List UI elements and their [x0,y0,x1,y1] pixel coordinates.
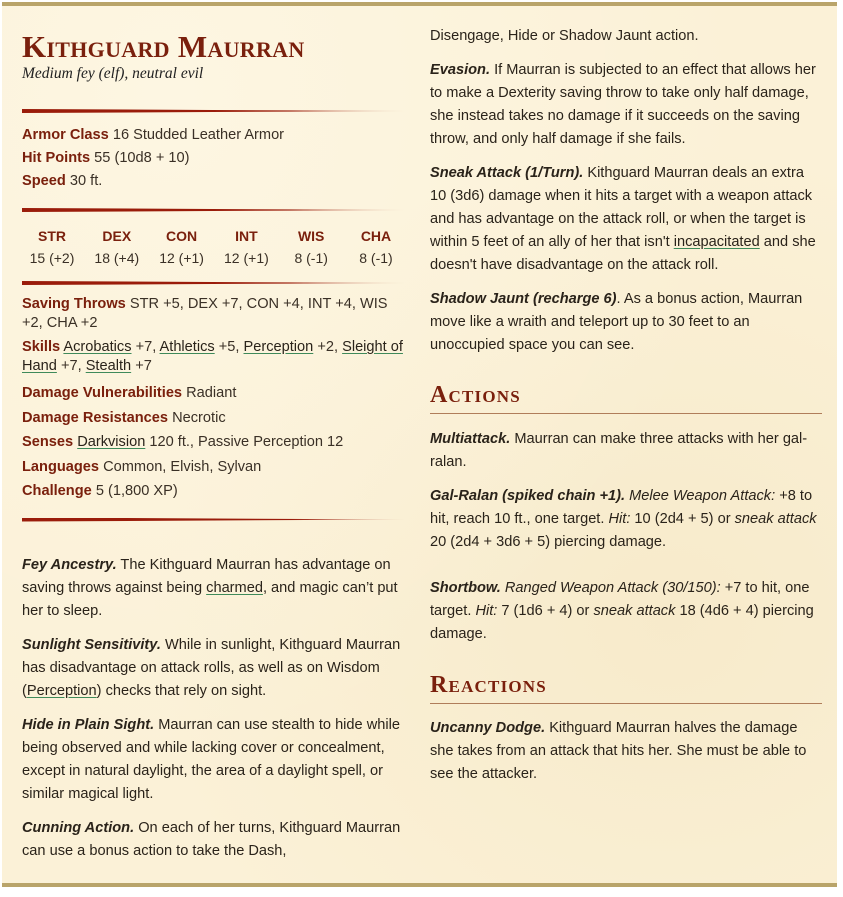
skill-athletics-link[interactable]: Athletics [159,339,215,355]
ability-name: CHA [360,228,392,244]
action-title: Gal-Ralan (spiked chain +1). [430,488,626,504]
languages-label: Languages [22,458,100,475]
trait-text: . As a bonus action, Maurran move like a wraith and teleport up to 30 feet to an unoccupied space you can see. [430,291,803,353]
ability-name: INT [235,228,258,244]
trait-text: , and magic can’t put her to sleep. [22,579,398,619]
skill-stealth-link[interactable]: Stealth [85,358,132,374]
trait-text: Maurran can use stealth to hide while being observed and while lacking cover or concealment, except in natural daylight, the area of a daylight spell, or similar magical light. [22,716,400,802]
divider [22,109,406,113]
challenge-label: Challenge [22,483,92,499]
darkvision-link[interactable]: Darkvision [77,434,146,450]
sneak-attack-label: sneak attack [593,603,676,619]
ability-int [216,225,276,269]
armor-class [22,124,406,147]
hit-label: Hit: [475,603,498,619]
ability-value: 15 (+2) [29,250,75,266]
actions-heading: Actions [430,381,822,414]
speed-label: Speed [22,173,66,189]
trait-cunning-action [22,817,406,863]
senses-label: Senses [22,434,74,450]
left-column [22,6,406,863]
trait-text: If Maurran is subjected to an effect that allows her to make a Dexterity saving throw to take only half damage, she instead takes no damage if it succeeds on the saving throw, and only half damage if she fails. [430,62,816,147]
trait-text: While in sunlight, Kithguard Maurran has disadvantage on attack rolls, as well as on Wisdom ( [22,636,401,699]
ability-name: DEX [102,228,132,244]
trait-sneak-attack [430,162,822,277]
sneak-attack-label: sneak attack [734,511,817,527]
trait-title: Evasion. [430,62,491,78]
ability-cha [346,225,406,269]
skill-value: +2, [313,339,343,355]
trait-cunning-action-continued: Disengage, Hide or Shadow Jaunt action. [430,28,699,44]
action-title: Multiattack. [430,431,511,447]
action-text: 7 (1d6 + 4) or [497,603,594,619]
stat-block [2,2,837,887]
skill-value: +5, [214,339,244,355]
ability-str [22,225,82,269]
monster-type-line: Medium fey (elf), neutral evil [22,65,204,82]
action-text: +7 to hit, one target. [430,580,810,619]
ability-value: 12 (+1) [224,250,269,266]
trait-text: ) checks that rely on sight. [96,682,267,699]
challenge-value: 5 (1,800 XP) [95,483,178,499]
ability-name: WIS [297,228,325,244]
armor-class-label: Armor Class [22,127,109,143]
action-text: 10 (2d4 + 5) or [630,511,735,527]
action-text: Maurran can make three attacks with her gal-ralan. [430,431,808,470]
ability-value: 12 (+1) [159,250,204,266]
ability-value: 18 (+4) [94,250,140,266]
hit-points-value: 55 (10d8 + 10) [94,150,190,166]
attack-type: Ranged Weapon Attack (30/150): [500,580,721,596]
damage-vulnerabilities [22,381,406,406]
ability-name: CON [166,228,198,244]
charmed-link[interactable]: charmed [206,579,263,596]
ability-name: STR [38,228,66,244]
ability-wis [281,225,341,269]
senses-value: 120 ft., Passive Perception 12 [145,434,344,450]
armor-class-value: 16 Studded Leather Armor [112,127,285,143]
damage-resistances-value: Necrotic [172,409,226,426]
ability-value: 8 (-1) [359,250,393,266]
monster-name: Kithguard Maurran [22,29,305,64]
trait-title: Sunlight Sensitivity. [22,636,161,653]
incapacitated-link[interactable]: incapacitated [673,234,760,250]
trait-shadow-jaunt [430,288,822,357]
action-shortbow [430,577,822,646]
reaction-title: Uncanny Dodge. [430,720,546,736]
action-text: +8 to hit, reach 10 ft., one target. [430,488,813,527]
trait-title: Fey Ancestry. [22,556,117,573]
skills [22,338,406,376]
hit-points-label: Hit Points [22,150,91,166]
trait-title: Shadow Jaunt (recharge 6) [430,291,617,307]
skill-value: +7 [131,358,152,374]
trait-sunlight-sensitivity [22,634,406,703]
skill-value: +7, [131,339,160,355]
languages [22,455,406,480]
core-stats [22,124,406,193]
skill-sleight-of-hand-link[interactable]: Sleight of Hand [22,339,403,374]
languages-value: Common, Elvish, Sylvan [103,458,262,475]
damage-resistances [22,406,406,431]
trait-title: Sneak Attack (1/Turn). [430,165,584,181]
action-gal-ralan [430,485,822,554]
trait-evasion [430,59,822,151]
reaction-uncanny-dodge [430,717,822,786]
skill-value: +7, [56,358,86,374]
damage-vulnerabilities-label: Damage Vulnerabilities [22,385,183,401]
hit-points [22,147,406,170]
divider [22,208,406,212]
trait-title: Hide in Plain Sight. [22,716,155,733]
reactions-heading: Reactions [430,671,822,704]
damage-vulnerabilities-value: Radiant [186,385,237,401]
right-column [430,6,822,786]
ability-value: 8 (-1) [294,250,328,266]
saving-throws [22,295,406,333]
skill-acrobatics-link[interactable]: Acrobatics [63,339,132,355]
divider [22,281,406,285]
senses [22,430,406,455]
trait-text: The Kithguard Maurran has advantage on saving throws against being [22,556,391,596]
ability-con [152,225,212,269]
reaction-text: Kithguard Maurran halves the damage she takes from an attack that hits her. She must be able to see the attacker. [430,720,807,782]
hit-label: Hit: [608,511,631,527]
trait-hide-in-plain-sight [22,714,406,806]
action-title: Shortbow. [430,580,501,596]
trait-text: and she doesn't have disadvantage on the attack roll. [430,234,816,273]
action-text: 20 (2d4 + 3d6 + 5) piercing damage. [430,534,667,550]
speed [22,170,406,193]
ability-scores [22,225,406,269]
action-multiattack [430,428,822,474]
properties [22,295,406,504]
saving-throws-value: STR +5, DEX +7, CON +4, INT +4, WIS +2, CHA +2 [22,296,388,331]
attack-type: Melee Weapon Attack: [625,488,776,504]
perception-link[interactable]: Perception [26,682,97,699]
trait-text: On each of her turns, Kithguard Maurran can use a bonus action to take the Dash, [22,819,401,859]
trait-fey-ancestry [22,554,406,623]
speed-value: 30 ft. [69,173,103,189]
skills-label: Skills [22,339,61,355]
ability-dex [87,225,147,269]
skill-perception-link[interactable]: Perception [243,339,314,355]
action-text: 18 (4d6 + 4) piercing damage. [430,603,814,642]
trait-text: Kithguard Maurran deals an extra 10 (3d6) damage when it hits a target with a weapon attack and has advantage on the attack roll, or when the target is within 5 feet of an ally of her that isn't [430,165,813,250]
trait-title: Cunning Action. [22,819,135,836]
saving-throws-label: Saving Throws [22,296,126,312]
challenge [22,479,406,504]
divider [22,518,406,522]
damage-resistances-label: Damage Resistances [22,409,169,426]
